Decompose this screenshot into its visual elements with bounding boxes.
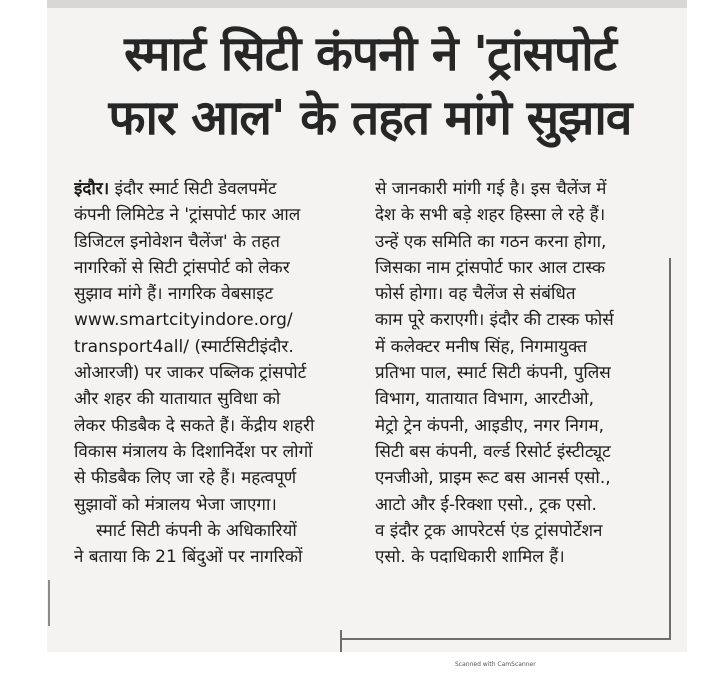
article-column-right: [375, 176, 665, 570]
article-line: स्मार्ट सिटी कंपनी के अधिकारियों: [96, 520, 297, 541]
article-line: देश के सभी बड़े शहर हिस्सा ले रहे हैं।: [375, 205, 606, 226]
article-line: एसो. के पदाधिकारी शामिल हैं।: [375, 547, 565, 568]
article-line: और शहर की यातायात सुविधा को: [74, 389, 281, 410]
headline-line-1: स्मार्ट सिटी कंपनी ने 'ट्रांसपोर्ट: [124, 26, 616, 82]
article-line: फोर्स होगा। वह चैलेंज से संबंधित: [375, 284, 576, 305]
article-line: एनजीओ, प्राइम रूट बस आनर्स एसो.,: [375, 468, 611, 489]
article-line: व इंदौर ट्रक आपरेटर्स एंड ट्रांसपोर्टेशन: [375, 520, 603, 541]
article-line-text: इंदौर स्मार्ट सिटी डेवलपमेंट: [114, 179, 277, 199]
article-line: ओआरजी) पर जाकर पब्लिक ट्रांसपोर्ट: [74, 363, 307, 384]
article-line: कंपनी लिमिटेड ने 'ट्रांसपोर्ट फार आल: [74, 205, 301, 226]
article-line: विभाग, यातायात विभाग, आरटीओ,: [375, 389, 594, 410]
scanner-watermark: Scanned with CamScanner: [455, 661, 536, 668]
scan-edge: [47, 0, 687, 8]
article-line: उन्हें एक समिति का गठन करना होगा,: [375, 231, 607, 252]
column-rule-left: [48, 580, 50, 626]
article-line: जिसका नाम ट्रांसपोर्ट फार आल टास्क: [375, 257, 606, 278]
article-line: ने बताया कि 21 बिंदुओं पर नागरिकों: [74, 547, 303, 568]
article-line: डिजिटल इनोवेशन चैलेंज' के तहत: [74, 231, 280, 252]
headline-line-2: फार आल' के तहत मांगे सुझाव: [108, 90, 632, 146]
article-headline: [70, 22, 670, 150]
article-line: लेकर फीडबैक दे सकते हैं। केंद्रीय शहरी: [74, 415, 315, 436]
article-line: में कलेक्टर मनीष सिंह, निगमायुक्त: [375, 336, 587, 357]
article-line: सुझावों को मंत्रालय भेजा जाएगा।: [74, 494, 277, 515]
article-column-left: [74, 176, 359, 570]
article-line: प्रतिभा पाल, स्मार्ट सिटी कंपनी, पुलिस: [375, 363, 611, 384]
website-url-line: www.smartcityindore.org/: [74, 310, 293, 331]
article-line: सिटी बस कंपनी, वर्ल्ड रिसोर्ट इंस्टीट्यूट: [375, 441, 611, 462]
article-line: [74, 176, 359, 202]
article-line: काम पूरे कराएगी। इंदौर की टास्क फोर्स: [375, 310, 614, 331]
dateline: इंदौर।: [74, 179, 110, 199]
article-line: से जानकारी मांगी गई है। इस चैलेंज में: [375, 179, 607, 199]
article-line: से फीडबैक लिए जा रहे हैं। महत्वपूर्ण: [74, 468, 297, 489]
column-rule-right: [669, 258, 671, 638]
article-line: मेट्रो ट्रेन कंपनी, आइडीए, नगर निगम,: [375, 415, 605, 436]
article-line: आटो और ई-रिक्शा एसो., ट्रक एसो.: [375, 494, 597, 515]
website-url-line: transport4all/ (स्मार्टसिटीइंदौर.: [74, 336, 294, 357]
article-line: विकास मंत्रालय के दिशानिर्देश पर लोगों: [74, 441, 313, 462]
bottom-divider: [340, 630, 342, 652]
article-line: सुझाव मांगे हैं। नागरिक वेबसाइट: [74, 284, 274, 305]
article-line: नागरिकों से सिटी ट्रांसपोर्ट को लेकर: [74, 257, 290, 278]
bottom-rule: [340, 638, 671, 640]
